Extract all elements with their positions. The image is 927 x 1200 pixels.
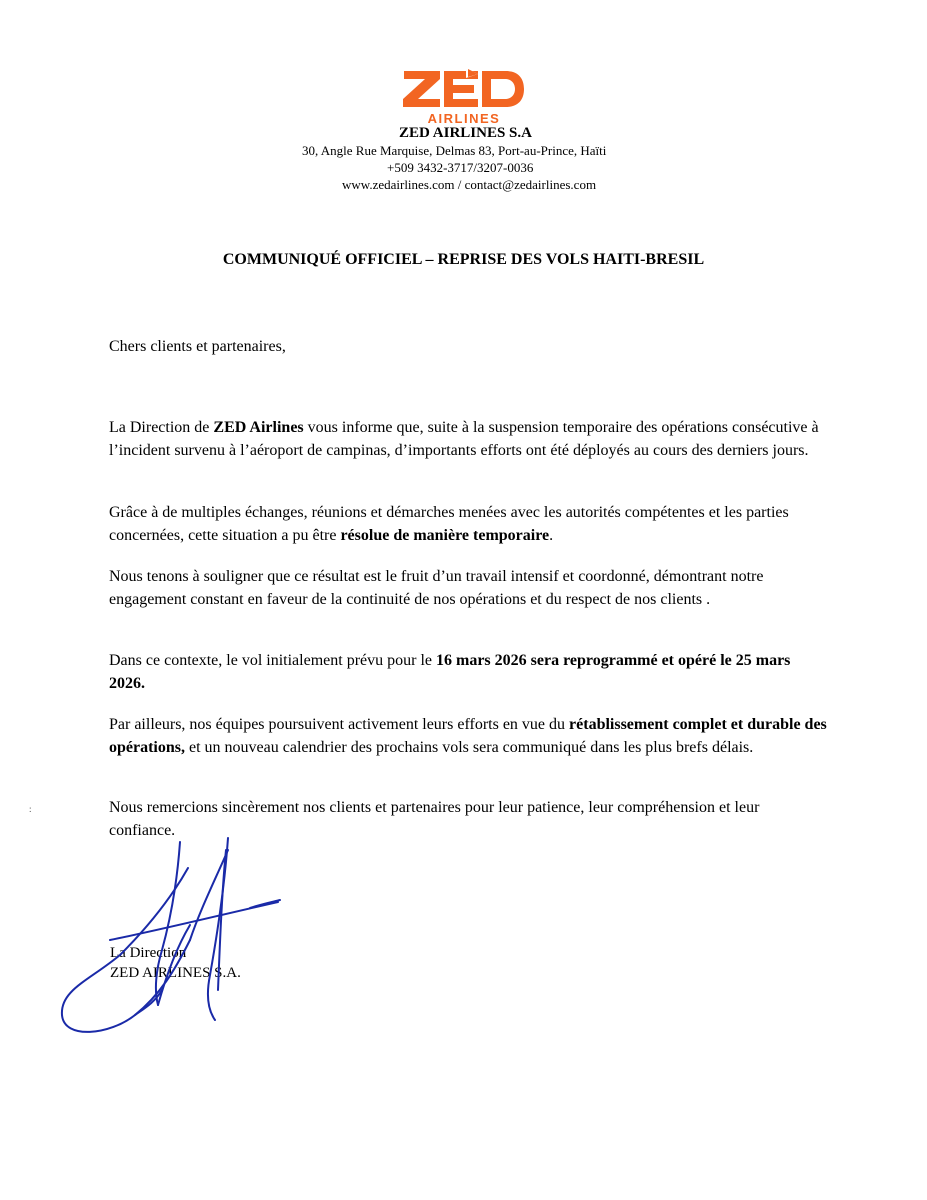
paragraph-4: Dans ce contexte, le vol initialement prévu pour le 16 mars 2026 sera reprogrammé et opéré le 25 mars 2026. bbox=[109, 652, 791, 692]
svg-text:AIRLINES: AIRLINES bbox=[427, 111, 501, 126]
paragraph-6: Nous remercions sincèrement nos clients et partenaires pour leur patience, leur compréhension et leur confiance. bbox=[109, 799, 760, 839]
signature-line-2: ZED AIRLINES S.A. bbox=[110, 965, 241, 981]
company-name: ZED AIRLINES S.A bbox=[399, 125, 532, 141]
company-address: 30, Angle Rue Marquise, Delmas 83, Port-au-Prince, Haïti bbox=[302, 143, 607, 158]
greeting: Chers clients et partenaires, bbox=[109, 338, 286, 355]
paragraph-5: Par ailleurs, nos équipes poursuivent activement leurs efforts en vue du rétablissement complet et durable des opérations, et un nouveau calendrier des prochains vols sera communiqué dans les plus brefs délais. bbox=[109, 716, 827, 756]
company-web-contact: www.zedairlines.com / contact@zedairlines.com bbox=[342, 177, 597, 192]
paragraph-2: Grâce à de multiples échanges, réunions et démarches menées avec les autorités compétentes et les parties concernées, cette situation a pu être résolue de manière temporaire. bbox=[109, 504, 789, 544]
signature-line-1: La Direction bbox=[110, 945, 187, 961]
margin-mark: : bbox=[29, 804, 32, 814]
zed-airlines-logo bbox=[402, 68, 526, 126]
document-title: COMMUNIQUÉ OFFICIEL – REPRISE DES VOLS HAITI-BRESIL bbox=[222, 251, 705, 268]
company-phone: +509 3432-3717/3207-0036 bbox=[387, 160, 534, 175]
handwritten-signature bbox=[50, 830, 290, 1050]
paragraph-1: La Direction de ZED Airlines vous informe que, suite à la suspension temporaire des opérations consécutive à l’incident survenu à l’aéroport de campinas, d’importants efforts ont été déployés au cours des derniers jours. bbox=[109, 419, 819, 459]
paragraph-3: Nous tenons à souligner que ce résultat est le fruit d’un travail intensif et coordonné, démontrant notre engagement constant en faveur de la continuité de nos opérations et du respect de nos clients . bbox=[109, 568, 764, 608]
